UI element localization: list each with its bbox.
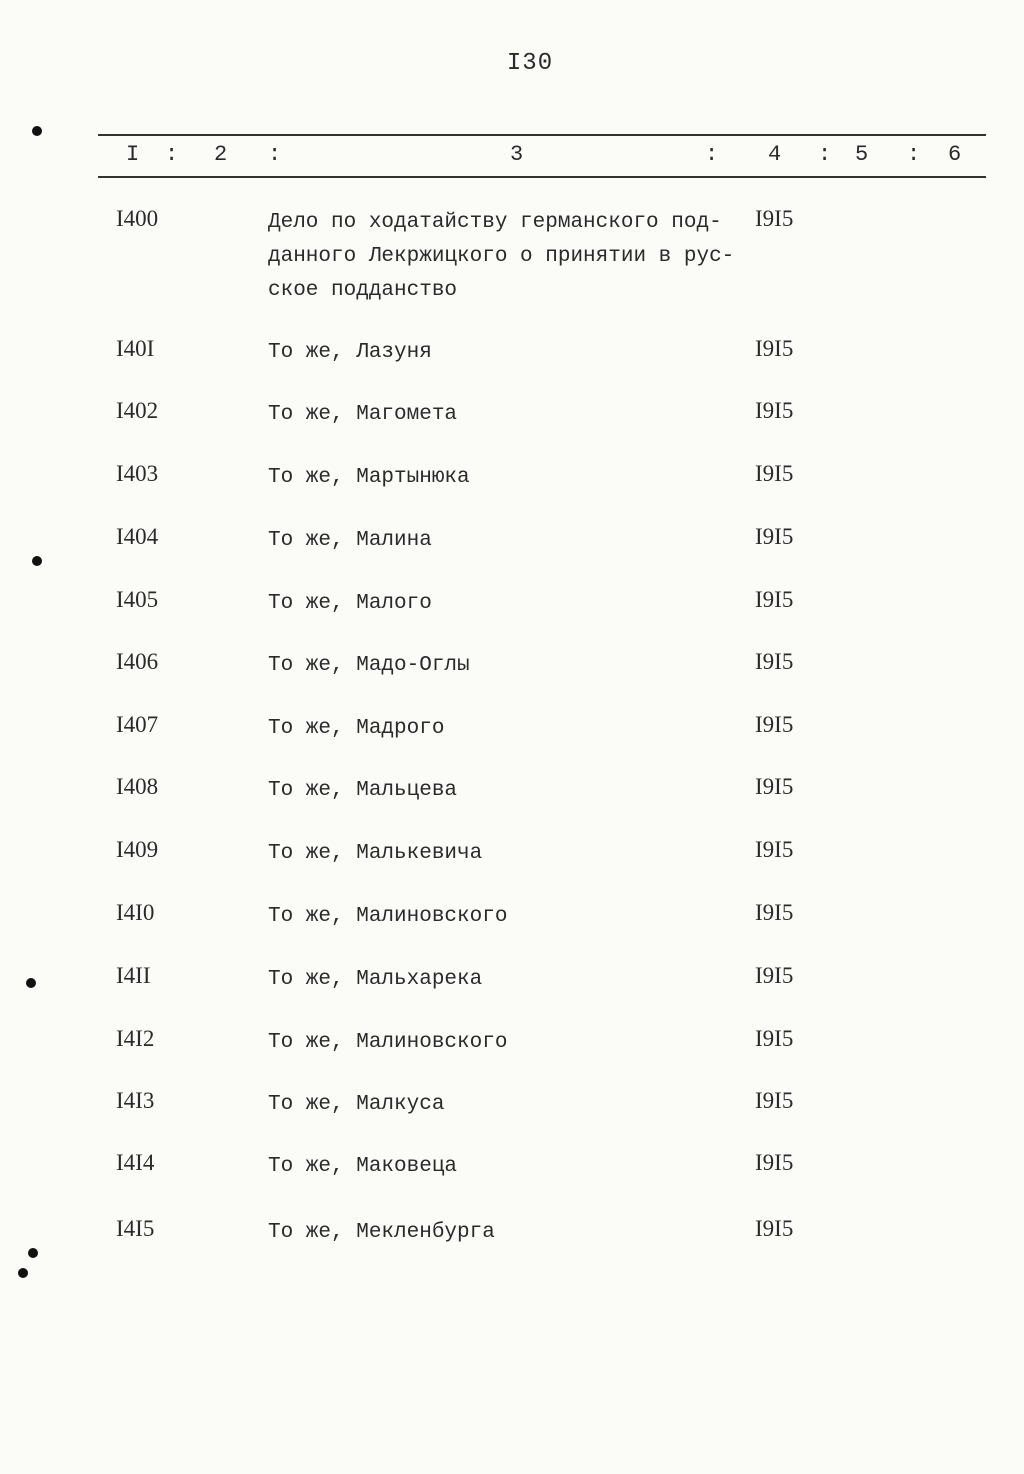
row-title: То же, Мадо-Оглы <box>268 654 470 677</box>
row-number: I4II <box>116 963 151 988</box>
table-header <box>0 142 1024 172</box>
row-number: I404 <box>116 524 159 549</box>
header-col-3: 3 <box>510 142 524 167</box>
row-title: То же, Мекленбурга <box>268 1221 495 1244</box>
row-title: То же, Малина <box>268 529 432 552</box>
row-title: То же, Малькевича <box>268 842 483 865</box>
header-col-1: I <box>126 142 140 167</box>
row-number: I4I3 <box>116 1088 155 1113</box>
header-sep-5: : <box>907 142 921 167</box>
punch-hole-mark <box>28 1248 38 1258</box>
header-sep-2: : <box>268 142 282 167</box>
row-number: I4I5 <box>116 1216 155 1241</box>
punch-hole-mark <box>32 556 42 566</box>
row-number: I403 <box>116 461 159 486</box>
row-number: I405 <box>116 587 159 612</box>
row-year: I9I5 <box>755 774 794 799</box>
row-year: I9I5 <box>755 1150 794 1175</box>
row-number: I4I0 <box>116 900 155 925</box>
row-title: То же, Маковеца <box>268 1155 458 1178</box>
header-col-5: 5 <box>855 142 869 167</box>
row-year: I9I5 <box>755 1216 794 1241</box>
header-rule-top <box>98 134 986 136</box>
row-year: I9I5 <box>755 963 794 988</box>
header-col-2: 2 <box>214 142 228 167</box>
row-title: То же, Мальхарека <box>268 968 483 991</box>
row-number: I40I <box>116 336 155 361</box>
page-number: I30 <box>506 50 554 77</box>
punch-hole-mark <box>32 126 42 136</box>
row-number: I407 <box>116 712 159 737</box>
row-year: I9I5 <box>755 900 794 925</box>
row-number: I402 <box>116 398 159 423</box>
row-year: I9I5 <box>755 461 794 486</box>
row-title: То же, Мартынюка <box>268 466 470 489</box>
row-year: I9I5 <box>755 524 794 549</box>
row-number: I408 <box>116 774 159 799</box>
row-year: I9I5 <box>755 206 794 231</box>
header-sep-3: : <box>705 142 719 167</box>
row-title: То же, Мальцева <box>268 779 458 802</box>
header-sep-1: : <box>165 142 179 167</box>
row-title: То же, Лазуня <box>268 341 432 364</box>
row-title: То же, Малиновского <box>268 905 508 928</box>
header-col-4: 4 <box>768 142 782 167</box>
header-col-6: 6 <box>948 142 962 167</box>
header-rule-bottom <box>98 176 986 178</box>
row-number: I4I4 <box>116 1150 155 1175</box>
row-year: I9I5 <box>755 1026 794 1051</box>
row-number: I4I2 <box>116 1026 155 1051</box>
row-year: I9I5 <box>755 1088 794 1113</box>
row-year: I9I5 <box>755 837 794 862</box>
row-title: То же, Малиновского <box>268 1031 508 1054</box>
punch-hole-mark <box>26 978 36 988</box>
punch-hole-mark <box>18 1268 28 1278</box>
row-title: То же, Малого <box>268 592 432 615</box>
header-sep-4: : <box>818 142 832 167</box>
row-title: Дело по ходатайству германского под- данного Лекржицкого о принятии в рус- ское подданство <box>268 211 735 302</box>
row-year: I9I5 <box>755 712 794 737</box>
row-title: То же, Магомета <box>268 403 458 426</box>
row-title: То же, Мадрого <box>268 717 445 740</box>
row-year: I9I5 <box>755 649 794 674</box>
row-number: I409 <box>116 837 159 862</box>
row-year: I9I5 <box>755 587 794 612</box>
row-number: I400 <box>116 206 159 231</box>
row-year: I9I5 <box>755 398 794 423</box>
row-title: То же, Малкуса <box>268 1093 445 1116</box>
row-number: I406 <box>116 649 159 674</box>
row-year: I9I5 <box>755 336 794 361</box>
